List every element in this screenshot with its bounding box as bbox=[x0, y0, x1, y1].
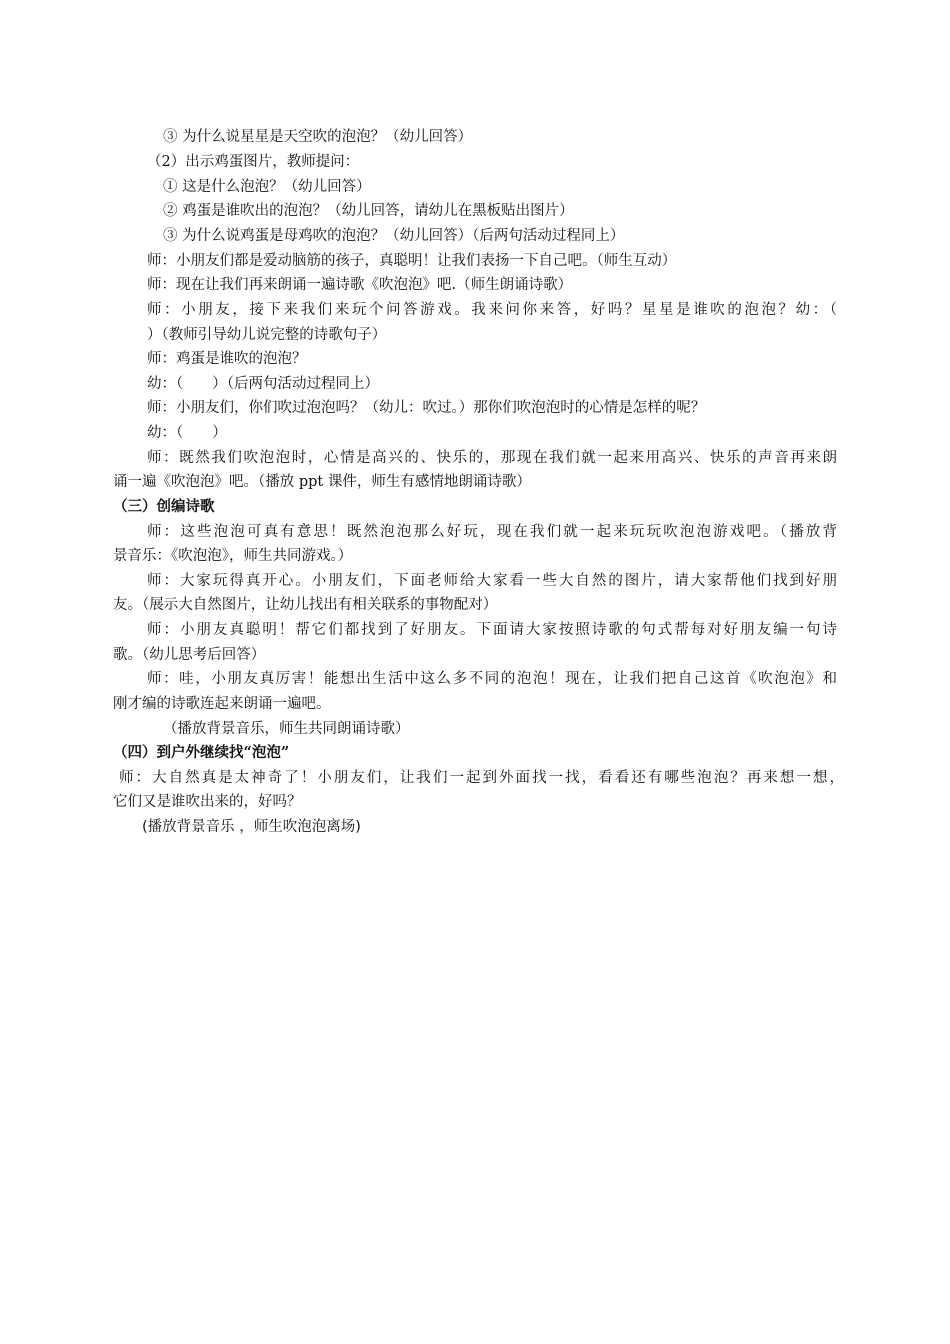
section-heading: （三）创编诗歌 bbox=[113, 498, 215, 515]
text-line: 景音乐：《吹泡泡》，师生共同游戏。） bbox=[113, 548, 353, 564]
text-line: 师：大自然真是太神奇了！小朋友们，让我们一起到外面找一找，看看还有哪些泡泡？再来想一想， bbox=[119, 770, 844, 786]
text-line: 师：鸡蛋是谁吹的泡泡？ bbox=[147, 351, 307, 367]
text-line: ① 这是什么泡泡？（幼儿回答） bbox=[163, 179, 371, 195]
text-line: 师：哇，小朋友真厉害！能想出生活中这么多不同的泡泡！现在，让我们把自己这首《吹泡泡》和 bbox=[147, 671, 837, 687]
text-line: 幼：（ ）（后两句活动过程同上） bbox=[147, 376, 379, 392]
text-line: ② 鸡蛋是谁吹出的泡泡？（幼儿回答，请幼儿在黑板贴出图片） bbox=[163, 203, 574, 219]
section-heading: （四）到户外继续找“泡泡” bbox=[113, 744, 290, 761]
text-line: 师：这些泡泡可真有意思！既然泡泡那么好玩，现在我们就一起来玩玩吹泡泡游戏吧。（播放背 bbox=[147, 524, 837, 540]
text-line: 师：大家玩得真开心。小朋友们，下面老师给大家看一些大自然的图片，请大家帮他们找到好朋 bbox=[147, 573, 837, 589]
text-line: （2）出示鸡蛋图片，教师提问： bbox=[147, 154, 360, 170]
text-line: 幼：（ ） bbox=[147, 425, 227, 441]
text-line: 师：小朋友们，你们吹过泡泡吗？（幼儿：吹过。）那你们吹泡泡时的心情是怎样的呢？ bbox=[147, 400, 706, 416]
text-line: ）（教师引导幼儿说完整的诗歌句子） bbox=[147, 327, 387, 343]
text-line: 它们又是谁吹出来的，好吗？ bbox=[113, 794, 302, 810]
text-line: 师：小朋友真聪明！帮它们都找到了好朋友。下面请大家按照诗歌的句式帮每对好朋友编一句诗 bbox=[147, 622, 837, 638]
text-line: 诵一遍《吹泡泡》吧。（播放 ppt 课件，师生有感情地朗诵诗歌） bbox=[113, 474, 531, 490]
text-line: 师：现在让我们再来朗诵一遍诗歌《吹泡泡》吧.（师生朗诵诗歌） bbox=[147, 277, 573, 293]
text-line: (播放背景音乐 ，师生吹泡泡离场) bbox=[142, 819, 361, 835]
text-line: （播放背景音乐，师生共同朗诵诗歌） bbox=[163, 721, 410, 737]
text-line: 歌。（幼儿思考后回答） bbox=[113, 647, 266, 663]
text-line: ③ 为什么说星星是天空吹的泡泡？（幼儿回答） bbox=[163, 129, 473, 145]
text-line: 刚才编的诗歌连起来朗诵一遍吧。 bbox=[113, 696, 331, 712]
text-line: 师：小朋友，接下来我们来玩个问答游戏。我来问你来答，好吗？星星是谁吹的泡泡？幼：（ bbox=[147, 302, 837, 318]
text-line: 师：小朋友们都是爱动脑筋的孩子，真聪明！让我们表扬一下自己吧。（师生互动） bbox=[147, 253, 677, 269]
text-line: 师：既然我们吹泡泡时，心情是高兴的、快乐的，那现在我们就一起来用高兴、快乐的声音再来朗 bbox=[147, 450, 837, 466]
text-line: ③ 为什么说鸡蛋是母鸡吹的泡泡？（幼儿回答）（后两句活动过程同上） bbox=[163, 228, 625, 244]
text-line: 友。（展示大自然图片，让幼儿找出有相关联系的事物配对） bbox=[113, 597, 498, 613]
